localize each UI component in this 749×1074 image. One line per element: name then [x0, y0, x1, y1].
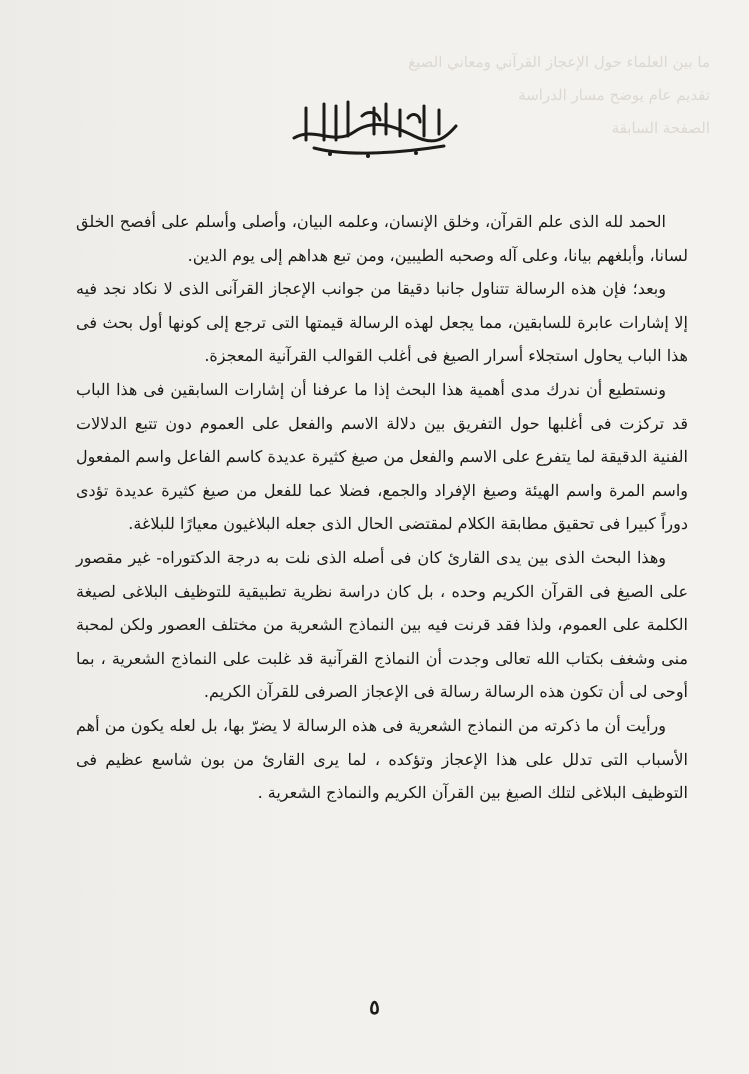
bleed-through-line: الصفحة السابقة [611, 119, 710, 137]
main-text [76, 205, 688, 810]
paragraph: الحمد لله الذى علم القرآن، وخلق الإنسان، وعلمه البيان، وأصلى وأسلم على أفصح الخلق لسانا، وأبلغهم بيانا، وعلى آله وصحبه الطيبين، ومن تبع هداهم إلى يوم الدين. [76, 212, 688, 265]
paragraph: وبعد؛ فإن هذه الرسالة تتناول جانبا دقيقا من جوانب الإعجاز القرآنى الذى لا نكاد نجد فيه إلا إشارات عابرة للسابقين، مما يجعل لهذه الرسالة قيمتها التى ترجع إلى كونها أول بحث فى هذا الباب يحاول استجلاء أسرار الصيغ فى أغلب القوالب القرآنية المعجزة. [76, 279, 688, 366]
basmala-calligraphy [284, 96, 464, 160]
paragraph: ونستطيع أن ندرك مدى أهمية هذا البحث إذا ما عرفنا أن إشارات السابقين فى هذا الباب قد تركزت فى أغلبها حول التفريق بين دلالة الاسم والفعل على العموم دون تتبع الدلالات الفنية الدقيقة لما يتفرع على الاسم والفعل من صيغ كثيرة عديدة كاسم الفاعل واسم المفعول واسم المرة واسم الهيئة وصيغ الإفراد والجمع، فضلا عما للفعل من صيغ كثيرة عديدة تؤدى دوراً كبيرا فى تحقيق مطابقة الكلام لمقتضى الحال الذى جعله البلاغيون معيارًا للبلاغة. [76, 379, 688, 534]
bleed-through-line: ما بين العلماء حول الإعجاز القرآني ومعاني الصيغ [408, 53, 710, 71]
paragraph: وهذا البحث الذى بين يدى القارئ كان فى أصله الذى نلت به درجة الدكتوراه- غير مقصور على الصيغ فى القرآن الكريم وحده ، بل كان دراسة نظرية تطبيقية للتوظيف البلاغى لصيغة الكلمة على العموم، ولذا فقد قرنت فيه بين النماذج الشعرية من مختلف العصور ولكن لمحبة منى وشغف بكتاب الله تعالى وجدت أن النماذج القرآنية قد غلبت على النماذج الشعرية ، بما أوحى لى أن تكون هذه الرسالة رسالة فى الإعجاز الصرفى للقرآن الكريم. [76, 547, 689, 702]
paragraph: ورأيت أن ما ذكرته من النماذج الشعرية فى هذه الرسالة لا يضرّ بها، بل لعله يكون من أهم الأسباب التى تدلل على هذا الإعجاز وتؤكده ، لما يرى القارئ من بون شاسع عظيم فى التوظيف البلاغى لتلك الصيغ بين القرآن الكريم والنماذج الشعرية . [76, 715, 688, 803]
page-number: ٥ [369, 995, 380, 1019]
bleed-through-line: تقديم عام يوضح مسار الدراسة [518, 86, 710, 104]
